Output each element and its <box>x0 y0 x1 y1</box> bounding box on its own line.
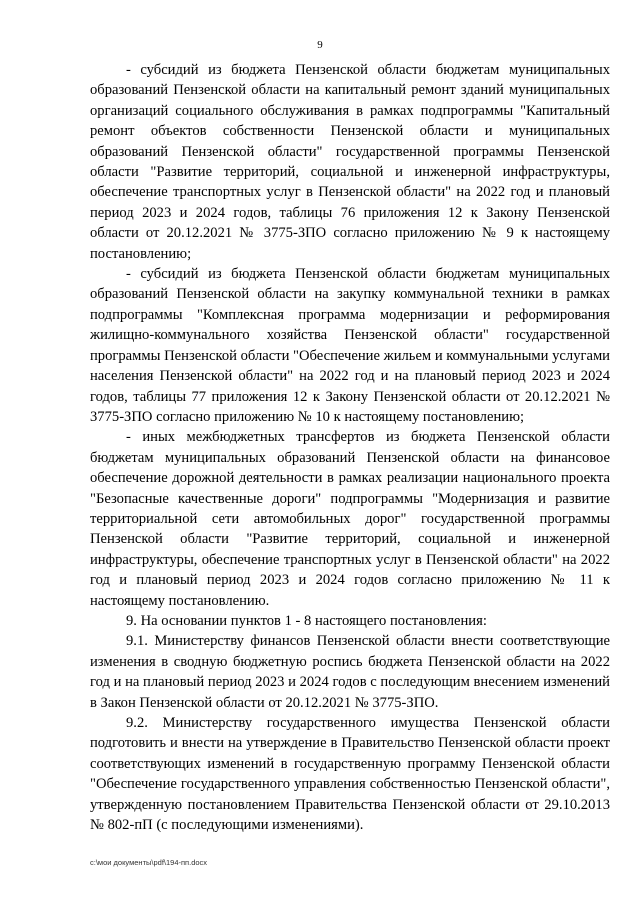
paragraph-subsidy-capital-repair: - субсидий из бюджета Пензенской области бюджетам муниципальных образований Пензенской области на капитальный ремонт зданий муниципальных организаций социального обслуживания в рамках подпрограммы "Капитальный ремонт объектов собственности Пензенской области и муниципальных образований Пензенской области" государственной программы Пензенской области "Развитие территорий, социальной и инженерной инфраструктуры, обеспечение транспортных услуг в Пензенской области" на 2022 год и плановый период 2023 и 2024 годов, таблицы 76 приложения 12 к Закону Пензенской области от 20.12.2021 № 3775-ЗПО согласно приложению № 9 к настоящему постановлению; <box>90 62 610 262</box>
page-number: 9 <box>317 39 323 51</box>
paragraph-item-9-2: 9.2. Министерству государственного имущества Пензенской области подготовить и внести на утверждение в Правительство Пензенской области проект соответствующих изменений в государственную программу Пензенской области "Обеспечение государственного управления собственностью Пензенской области", утвержденную постановлением Правительства Пензенской области от 29.10.2013 № 802-пП (с последующими изменениями). <box>90 715 610 834</box>
paragraph-subsidy-municipal-equipment: - субсидий из бюджета Пензенской области бюджетам муниципальных образований Пензенской области на закупку коммунальной техники в рамках подпрограммы "Комплексная программа модернизации и реформирования жилищно-коммунального хозяйства Пензенской области" государственной программы Пензенской области "Обеспечение жильем и коммунальными услугами населения Пензенской области" на 2022 год и на плановый период 2023 и 2024 годов, таблицы 77 приложения 12 к Закону Пензенской области от 20.12.2021 № 3775-ЗПО согласно приложению № 10 к настоящему постановлению; <box>90 266 610 425</box>
document-body <box>90 60 610 835</box>
paragraph-interbudget-transfers: - иных межбюджетных трансфертов из бюджета Пензенской области бюджетам муниципальных образований Пензенской области на финансовое обеспечение дорожной деятельности в рамках реализации национального проекта "Безопасные качественные дороги" подпрограммы "Модернизация и развитие территориальной сети автомобильных дорог" государственной программы Пензенской области "Развитие территорий, социальной и инженерной инфраструктуры, обеспечение транспортных услуг в Пензенской области" на 2022 год и плановый период 2023 и 2024 годов согласно приложению № 11 к настоящему постановлению. <box>90 429 610 609</box>
paragraph-item-9-1: 9.1. Министерству финансов Пензенской области внести соответствующие изменения в сводную бюджетную роспись бюджета Пензенской области на 2022 год и на плановый период 2023 и 2024 годов с последующим внесением изменений в Закон Пензенской области от 20.12.2021 № 3775-ЗПО. <box>90 633 610 711</box>
footer-file-path: c:\мои документы\pdf\194-пп.docx <box>90 858 208 867</box>
paragraph-item-9: 9. На основании пунктов 1 - 8 настоящего постановления: <box>126 612 487 629</box>
